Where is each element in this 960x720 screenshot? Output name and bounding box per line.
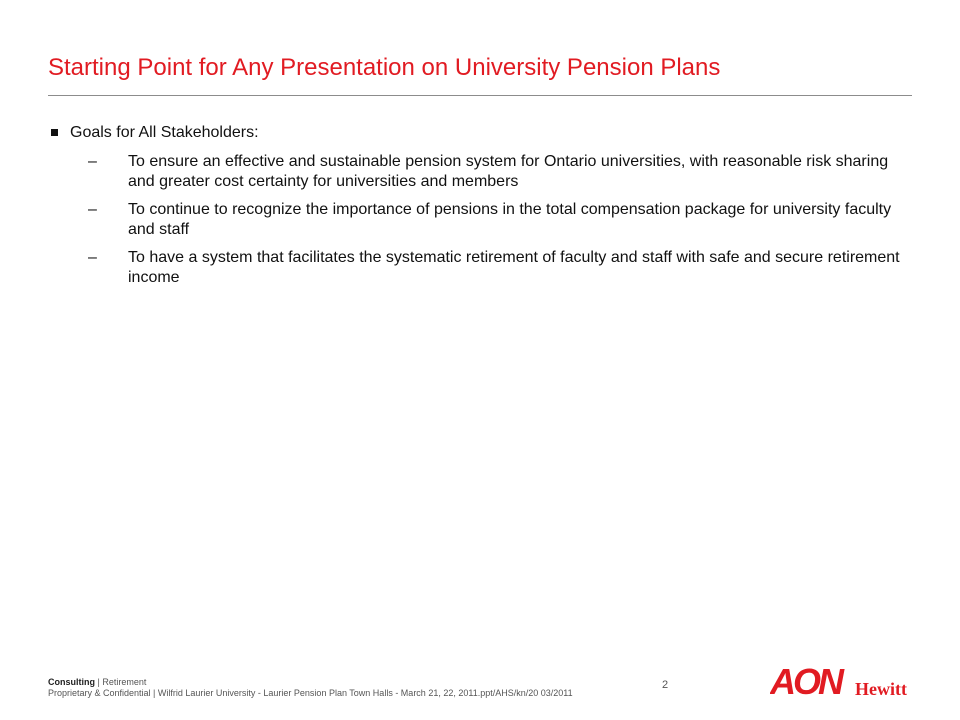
dash-marker: –	[88, 249, 97, 266]
sub-bullet-text: To ensure an effective and sustainable pension system for Ontario universities, with reasonable risk sharing and greater cost certainty for universities and members	[128, 153, 889, 190]
footer-separator: |	[95, 677, 103, 687]
footer-brand: Consulting	[48, 677, 95, 687]
title-divider	[48, 95, 912, 96]
sub-bullet-item	[48, 248, 908, 288]
logo-hewitt-text: Hewitt	[855, 679, 907, 699]
logo-aon-text: AON	[770, 662, 841, 700]
sub-bullet-text: To continue to recognize the importance of pensions in the total compensation package for university faculty and staff	[128, 201, 892, 238]
sub-bullet-item	[48, 152, 908, 192]
footer-line-2: Proprietary & Confidential | Wilfrid Laurier University - Laurier Pension Plan Town Halls - March 21, 22, 2011.ppt/AHS/kn/20 03/2011	[48, 688, 573, 698]
bullet-goals	[48, 123, 908, 143]
slide-footer	[48, 677, 573, 699]
square-bullet-icon	[51, 129, 58, 136]
aon-hewitt-logo	[770, 662, 915, 700]
dash-marker: –	[88, 201, 97, 218]
page-number: 2	[662, 679, 669, 691]
footer-practice: Retirement	[102, 677, 147, 687]
slide-content	[48, 123, 908, 296]
bullet-text: Goals for All Stakeholders:	[70, 124, 259, 141]
dash-marker: –	[88, 153, 97, 170]
slide-title: Starting Point for Any Presentation on University Pension Plans	[48, 54, 721, 81]
sub-bullet-item	[48, 200, 908, 240]
sub-bullet-text: To have a system that facilitates the systematic retirement of faculty and staff with safe and secure retirement income	[128, 249, 900, 286]
sub-bullet-list	[48, 152, 908, 288]
footer-line-1	[48, 677, 573, 688]
